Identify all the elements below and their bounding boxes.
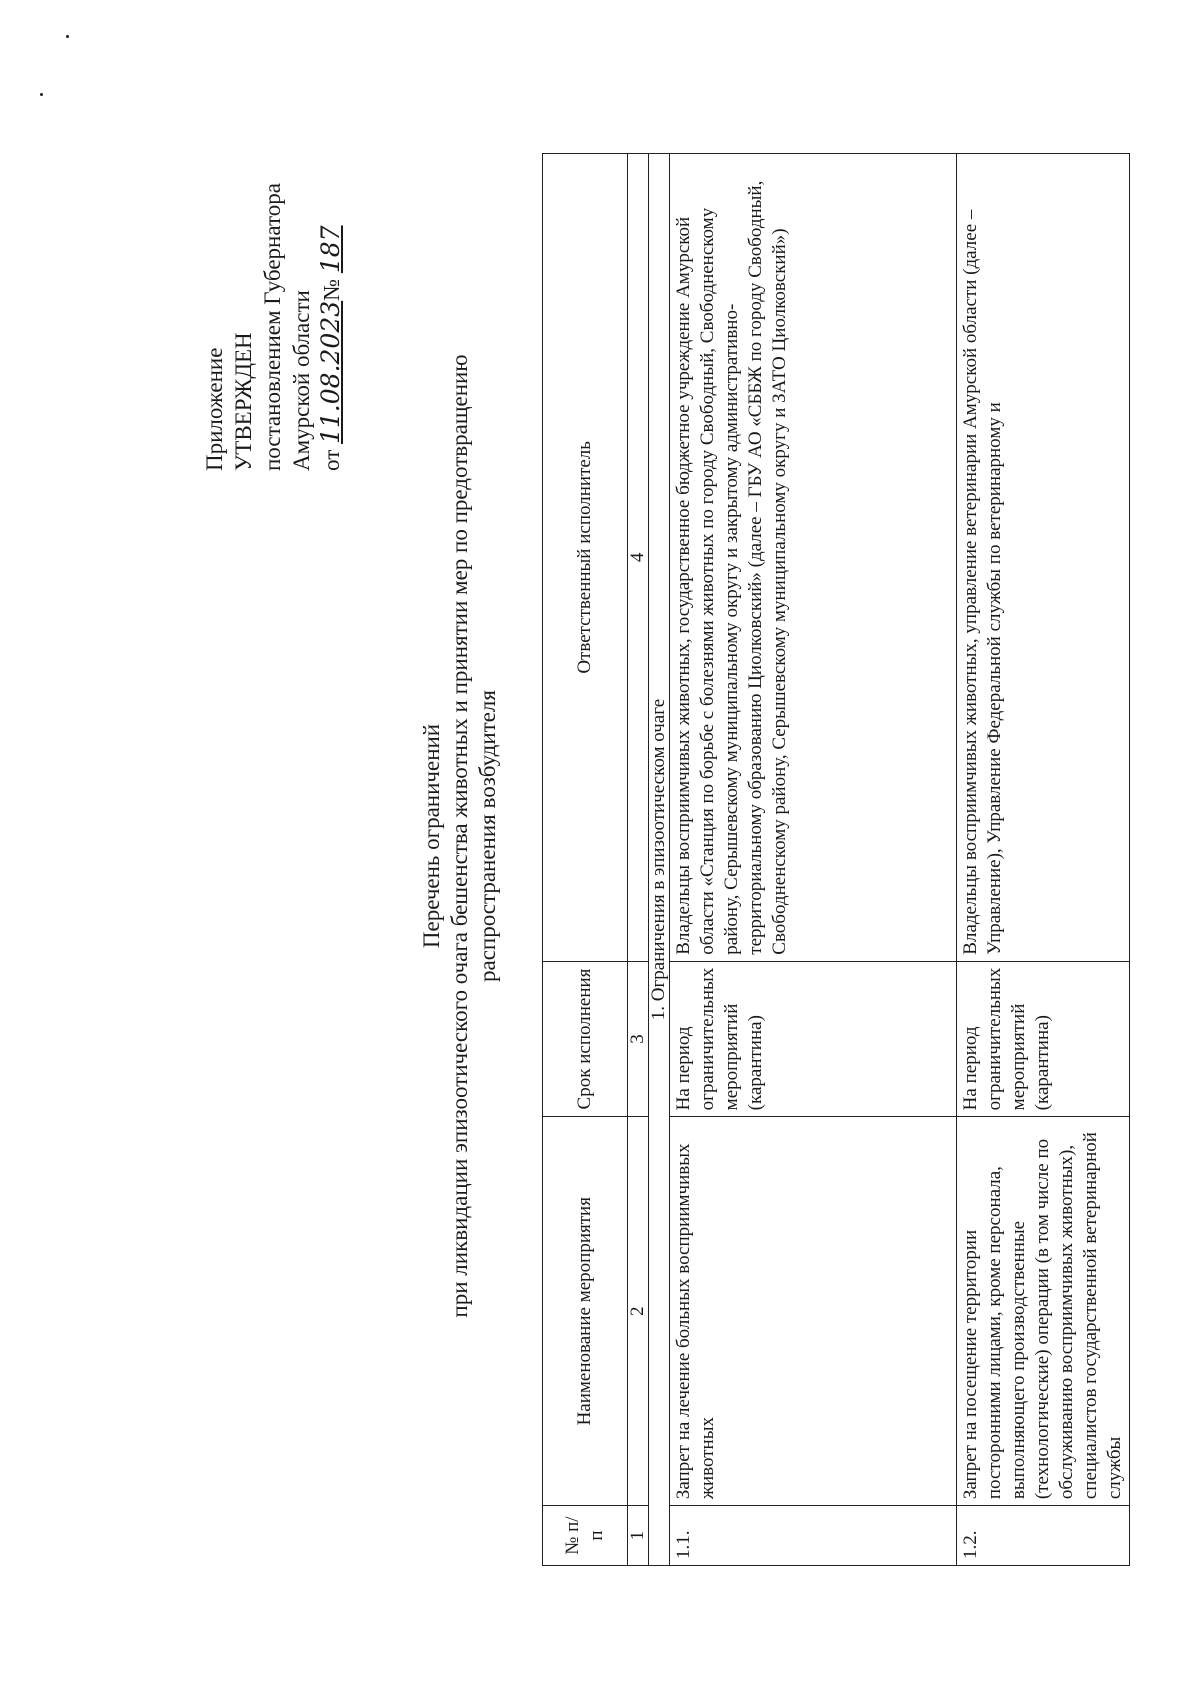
section-row [649, 154, 670, 1566]
table-header-row [543, 154, 628, 1566]
title-line-1: Перечень ограничений [419, 723, 444, 949]
date-prefix: от [319, 449, 344, 471]
row-name: Запрет на лечение больных восприимчивых животных [670, 1117, 957, 1506]
restrictions-table [542, 153, 1130, 1566]
column-number: 1 [628, 1506, 649, 1566]
column-number: 4 [628, 154, 649, 962]
table-row [670, 154, 957, 1566]
column-number: 3 [628, 961, 649, 1117]
title-line-3: распространения возбудителя [475, 690, 500, 983]
table-row [957, 154, 1130, 1566]
row-responsible: Владельцы восприимчивых животных, государственное бюджетное учреждение Амурской области «Станция по борьбе с болезнями животных по городу Свободный, Свободненскому району, Серышевскому муниципальному округу и закрытому административно-территориальному образованию Циолковский» (далее – ГБУ АО «СББЖ по городу Свободный, Свободненскому району, Серышевскому муниципальному округу и ЗАТО Циолковский») [670, 154, 957, 962]
decree-label: постановлением Губернатора [260, 183, 285, 471]
header-responsible: Ответственный исполнитель [543, 154, 628, 962]
approval-block [200, 183, 346, 471]
region-label: Амурской области [289, 290, 314, 471]
row-number: 1.2. [957, 1506, 1130, 1566]
section-title: 1. Ограничения в эпизоотическом очаге [649, 154, 670, 1566]
row-responsible: Владельцы восприимчивых животных, управление ветеринарии Амурской области (далее – Управление), Управление Федеральной службы по ветеринарному и [957, 154, 1130, 962]
header-term: Срок исполнения [543, 961, 628, 1117]
row-term: На период ограничительных мероприятий (карантина) [670, 961, 957, 1117]
document-title [418, 136, 502, 1536]
header-number: № п/п [543, 1506, 628, 1566]
appendix-label: Приложение [202, 347, 227, 471]
decree-number: 187 [316, 225, 345, 274]
row-name: Запрет на посещение территории посторонними лицами, кроме персонала, выполняющего производственные (технологические) операции (в том числе по обслуживанию восприимчивых животных), специалистов государственной ветеринарной службы [957, 1117, 1130, 1506]
column-number: 2 [628, 1117, 649, 1506]
title-line-2: при ликвидации эпизоотического очага бешенства животных и принятии мер по предотвращению [447, 354, 472, 1318]
column-number-row [628, 154, 649, 1566]
decree-date-line [316, 183, 346, 471]
row-number: 1.1. [670, 1506, 957, 1566]
decree-date: 11.08.2023 [316, 300, 345, 444]
header-name: Наименование мероприятия [543, 1117, 628, 1506]
row-term: На период ограничительных мероприятий (карантина) [957, 961, 1130, 1117]
approved-label: УТВЕРЖДЕН [231, 332, 256, 471]
number-prefix: № [319, 278, 344, 301]
